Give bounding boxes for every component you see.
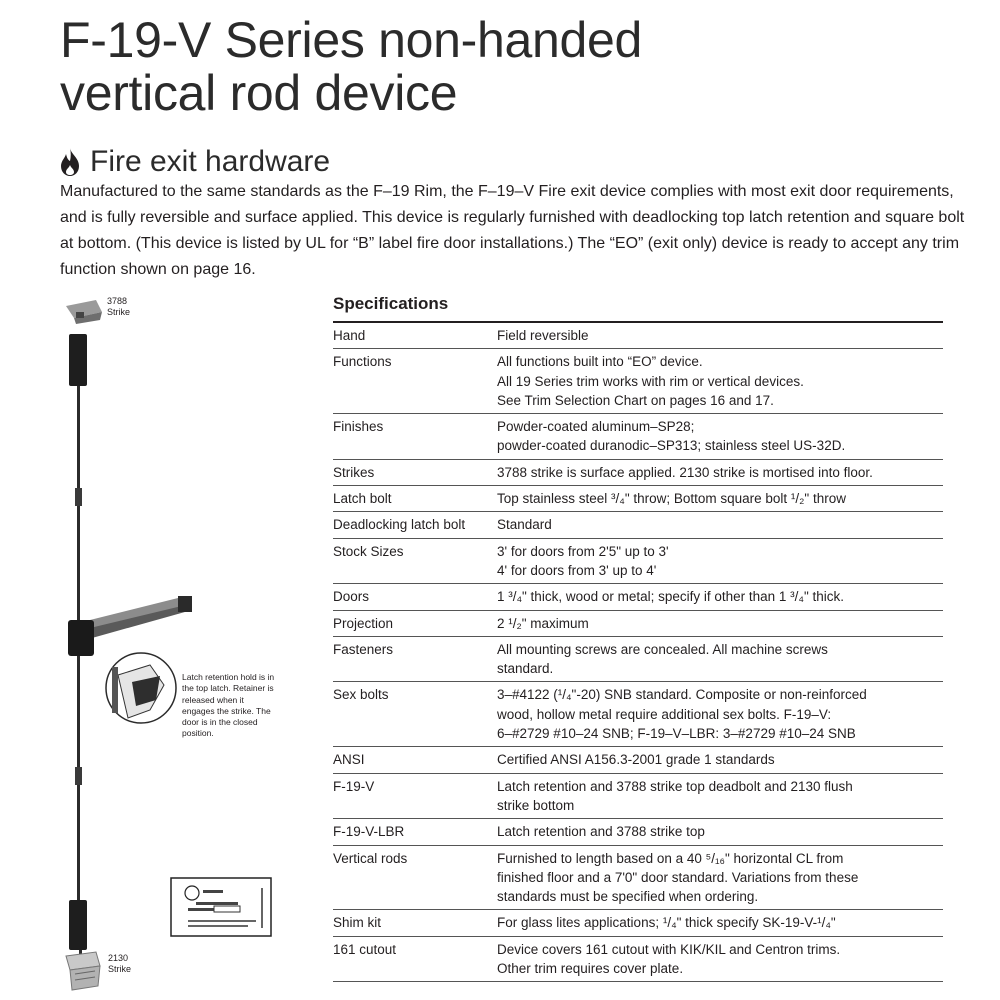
spec-row	[333, 486, 943, 512]
top-strike-image	[66, 300, 102, 324]
spec-value	[497, 515, 943, 534]
specifications-title: Specifications	[333, 292, 943, 323]
section-heading	[58, 144, 330, 180]
bottom-strike-caption: 2130 Strike	[108, 953, 132, 974]
spec-label: Strikes	[333, 464, 375, 480]
spec-value-line: 3' for doors from 2'5" up to 3'	[497, 543, 669, 559]
spec-label: Projection	[333, 615, 394, 631]
spec-row	[333, 460, 943, 486]
spec-row	[333, 937, 943, 983]
spec-value-line: All mounting screws are concealed. All machine screws	[497, 641, 828, 657]
spec-value	[497, 849, 943, 907]
spec-row	[333, 637, 943, 683]
spec-label: Hand	[333, 328, 366, 343]
spec-value-line: 3–#4122 (¹/₄"-20) SNB standard. Composite or non-reinforced	[497, 687, 867, 703]
spec-value-line: powder-coated duranodic–SP313; stainless steel US-32D.	[497, 438, 846, 454]
spec-label: Functions	[333, 354, 392, 370]
spec-label: F-19-V-LBR	[333, 824, 405, 840]
spec-value	[497, 614, 943, 633]
spec-value	[497, 542, 943, 581]
spec-label: F-19-V	[333, 778, 375, 794]
spec-value-line: Device covers 161 cutout with KIK/KIL and Centron trims.	[497, 941, 841, 957]
spec-value	[497, 777, 943, 816]
spec-value-line: wood, hollow metal require additional sex bolts. F-19–V:	[497, 706, 832, 722]
spec-value	[497, 913, 943, 932]
spec-value	[497, 417, 943, 456]
spec-value-line: strike bottom	[497, 797, 575, 813]
spec-label: Doors	[333, 589, 370, 605]
spec-value-line: Standard	[497, 517, 552, 533]
spec-value	[497, 489, 943, 508]
spec-label: ANSI	[333, 752, 365, 768]
spec-row	[333, 584, 943, 610]
spec-value-line: Field reversible	[497, 328, 589, 343]
spec-value	[497, 463, 943, 482]
spec-row	[333, 910, 943, 936]
spec-value-line: 3788 strike is surface applied. 2130 strike is mortised into floor.	[497, 464, 873, 480]
spec-value-line: For glass lites applications; ¹/₄" thick specify SK-19-V-¹/₄"	[497, 915, 836, 931]
spec-value-line: Furnished to length based on a 40 ⁵/₁₆" horizontal CL from	[497, 850, 844, 866]
spec-row	[333, 539, 943, 585]
spec-row	[333, 611, 943, 637]
latch-retention-note: Latch retention hold is in the top latch. Retainer is released when it engages the strike. The door is in the closed position.	[182, 672, 275, 739]
spec-row	[333, 819, 943, 845]
spec-value	[497, 685, 943, 743]
spec-value-line: standards must be specified when ordering.	[497, 889, 759, 905]
section-heading-label: Fire exit hardware	[90, 145, 331, 178]
spec-row	[333, 747, 943, 773]
spec-label: Deadlocking latch bolt	[333, 517, 466, 533]
spec-value	[497, 750, 943, 769]
top-strike-caption: 3788 Strike	[107, 296, 131, 317]
spec-value	[497, 640, 943, 679]
spec-value-line: Latch retention and 3788 strike top deadbolt and 2130 flush	[497, 778, 853, 794]
spec-value-line: finished floor and a 7'0" door standard. Variations from these	[497, 869, 859, 885]
spec-label: Sex bolts	[333, 687, 389, 703]
spec-value-line: 2 ¹/₂" maximum	[497, 615, 589, 631]
spec-value-line: Latch retention and 3788 strike top	[497, 824, 705, 840]
spec-value	[497, 352, 943, 410]
spec-label: Vertical rods	[333, 850, 408, 866]
spec-value-line: 6–#2729 #10–24 SNB; F-19–V–LBR: 3–#2729 #10–24 SNB	[497, 726, 856, 742]
spec-row	[333, 846, 943, 911]
spec-value-line: 1 ³/₄" thick, wood or metal; specify if other than 1 ³/₄" thick.	[497, 589, 844, 605]
spec-label: Latch bolt	[333, 491, 392, 507]
spec-row	[333, 349, 943, 414]
spec-row	[333, 774, 943, 820]
ul-label-image	[171, 878, 271, 936]
spec-value	[497, 822, 943, 841]
spec-value-line: 4' for doors from 3' up to 4'	[497, 562, 657, 578]
spec-label: Fasteners	[333, 641, 394, 657]
bottom-strike-image	[66, 952, 100, 990]
spec-value-line: All 19 Series trim works with rim or vertical devices.	[497, 373, 804, 389]
spec-value-line: Certified ANSI A156.3-2001 grade 1 standards	[497, 752, 775, 768]
spec-row	[333, 414, 943, 460]
vertical-rod-device-drawing	[0, 290, 320, 1000]
spec-value	[497, 326, 943, 345]
spec-value-line: Powder-coated aluminum–SP28;	[497, 419, 695, 435]
specifications-table	[333, 292, 943, 982]
flame-icon	[58, 147, 82, 177]
spec-value-line: Other trim requires cover plate.	[497, 961, 684, 977]
specifications-rows	[333, 323, 943, 982]
spec-label: 161 cutout	[333, 941, 397, 957]
spec-value	[497, 940, 943, 979]
spec-value-line: All functions built into “EO” device.	[497, 354, 703, 370]
spec-label: Stock Sizes	[333, 543, 404, 559]
spec-value-line: Top stainless steel ³/₄" throw; Bottom square bolt ¹/₂" throw	[497, 491, 846, 507]
spec-row	[333, 682, 943, 747]
intro-paragraph: Manufactured to the same standards as the F–19 Rim, the F–19–V Fire exit device complies with most exit door requirements, and is fully reversible and surface applied. This device is regularly furnished with deadlocking top latch retention and square bolt at bottom. (This device is listed by UL for “B” label fire door installations.) The “EO” (exit only) device is ready to accept any trim function shown on page 16.	[60, 183, 965, 278]
spec-row	[333, 323, 943, 349]
spec-value	[497, 587, 943, 606]
title-line-1: F-19-V Series non-handed	[60, 12, 643, 68]
page-title	[60, 14, 980, 120]
title-line-2: vertical rod device	[60, 65, 458, 121]
spec-row	[333, 512, 943, 538]
spec-value-line: standard.	[497, 661, 554, 677]
spec-value-line: See Trim Selection Chart on pages 16 and 17.	[497, 392, 774, 408]
spec-label: Shim kit	[333, 915, 382, 931]
device-illustration	[0, 290, 320, 1000]
spec-label: Finishes	[333, 419, 384, 435]
